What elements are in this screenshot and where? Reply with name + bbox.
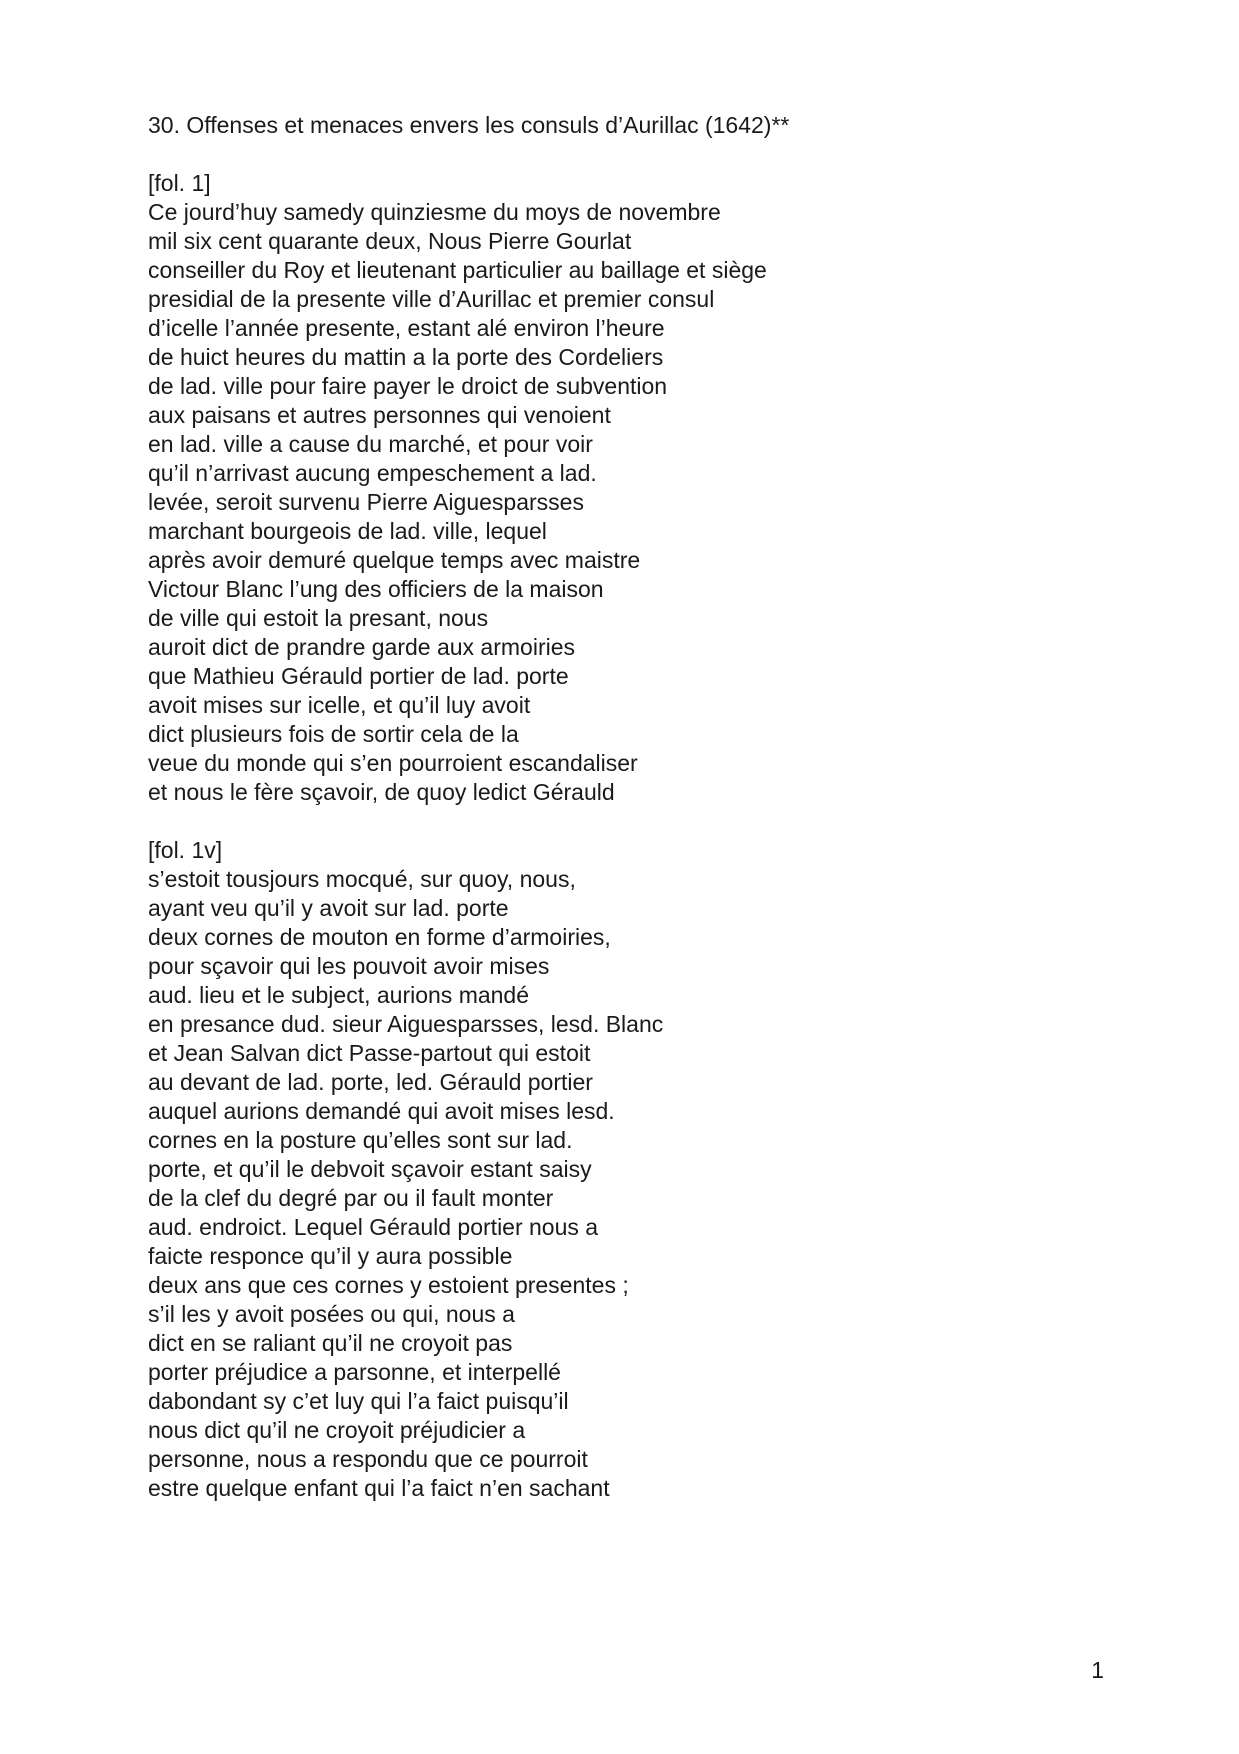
text-line: et Jean Salvan dict Passe-partout qui estoit	[148, 1040, 591, 1066]
document-body	[148, 111, 1048, 1503]
text-line: dabondant sy c’et luy qui l’a faict puisqu’il	[148, 1388, 569, 1414]
text-line: aux paisans et autres personnes qui venoient	[148, 402, 611, 428]
text-line: veue du monde qui s’en pourroient escandaliser	[148, 750, 638, 776]
text-line: au devant de lad. porte, led. Gérauld portier	[148, 1069, 593, 1095]
document-title: 30. Offenses et menaces envers les consuls d’Aurillac (1642)**	[148, 112, 790, 138]
text-line: dict plusieurs fois de sortir cela de la	[148, 721, 519, 747]
page-number: 1	[1091, 1657, 1104, 1683]
text-line: en presance dud. sieur Aiguesparsses, lesd. Blanc	[148, 1011, 664, 1037]
text-line: aud. lieu et le subject, aurions mandé	[148, 982, 530, 1008]
text-line: de la clef du degré par ou il fault monter	[148, 1185, 554, 1211]
spacer	[148, 140, 1048, 169]
text-line: deux cornes de mouton en forme d’armoiries,	[148, 924, 611, 950]
text-line: deux ans que ces cornes y estoient presentes ;	[148, 1272, 629, 1298]
text-line: porter préjudice a parsonne, et interpellé	[148, 1359, 561, 1385]
text-line: en lad. ville a cause du marché, et pour voir	[148, 431, 593, 457]
text-line: mil six cent quarante deux, Nous Pierre Gourlat	[148, 228, 632, 254]
text-line: s’estoit tousjours mocqué, sur quoy, nous,	[148, 866, 576, 892]
text-line: d’icelle l’année presente, estant alé environ l’heure	[148, 315, 665, 341]
text-line: marchant bourgeois de lad. ville, lequel	[148, 518, 547, 544]
text-line: cornes en la posture qu’elles sont sur lad.	[148, 1127, 573, 1153]
text-line: Ce jourd’huy samedy quinziesme du moys de novembre	[148, 199, 721, 225]
text-line: conseiller du Roy et lieutenant particulier au baillage et siège	[148, 257, 767, 283]
text-line: s’il les y avoit posées ou qui, nous a	[148, 1301, 515, 1327]
text-line: porte, et qu’il le debvoit sçavoir estant saisy	[148, 1156, 592, 1182]
text-line: Victour Blanc l’ung des officiers de la maison	[148, 576, 604, 602]
text-line: personne, nous a respondu que ce pourroit	[148, 1446, 588, 1472]
text-line: qu’il n’arrivast aucung empeschement a lad.	[148, 460, 597, 486]
text-line: estre quelque enfant qui l’a faict n’en sachant	[148, 1475, 610, 1501]
text-line: de huict heures du mattin a la porte des Cordeliers	[148, 344, 664, 370]
text-line: auquel aurions demandé qui avoit mises lesd.	[148, 1098, 615, 1124]
text-line: après avoir demuré quelque temps avec maistre	[148, 547, 641, 573]
text-line: que Mathieu Gérauld portier de lad. porte	[148, 663, 569, 689]
text-line: dict en se raliant qu’il ne croyoit pas	[148, 1330, 513, 1356]
folio-label: [fol. 1]	[148, 170, 211, 196]
folio-label: [fol. 1v]	[148, 837, 223, 863]
text-line: presidial de la presente ville d’Aurillac et premier consul	[148, 286, 715, 312]
text-line: auroit dict de prandre garde aux armoiries	[148, 634, 576, 660]
text-line: de lad. ville pour faire payer le droict de subvention	[148, 373, 668, 399]
sections	[148, 169, 1048, 1503]
text-line: nous dict qu’il ne croyoit préjudicier a	[148, 1417, 526, 1443]
spacer	[148, 807, 1048, 836]
text-line: aud. endroict. Lequel Gérauld portier nous a	[148, 1214, 599, 1240]
text-line: ayant veu qu’il y avoit sur lad. porte	[148, 895, 509, 921]
text-line: de ville qui estoit la presant, nous	[148, 605, 489, 631]
text-line: et nous le fère sçavoir, de quoy ledict Gérauld	[148, 779, 615, 805]
text-line: avoit mises sur icelle, et qu’il luy avoit	[148, 692, 531, 718]
text-line: levée, seroit survenu Pierre Aiguesparsses	[148, 489, 584, 515]
text-line: pour sçavoir qui les pouvoit avoir mises	[148, 953, 550, 979]
text-line: faicte responce qu’il y aura possible	[148, 1243, 513, 1269]
